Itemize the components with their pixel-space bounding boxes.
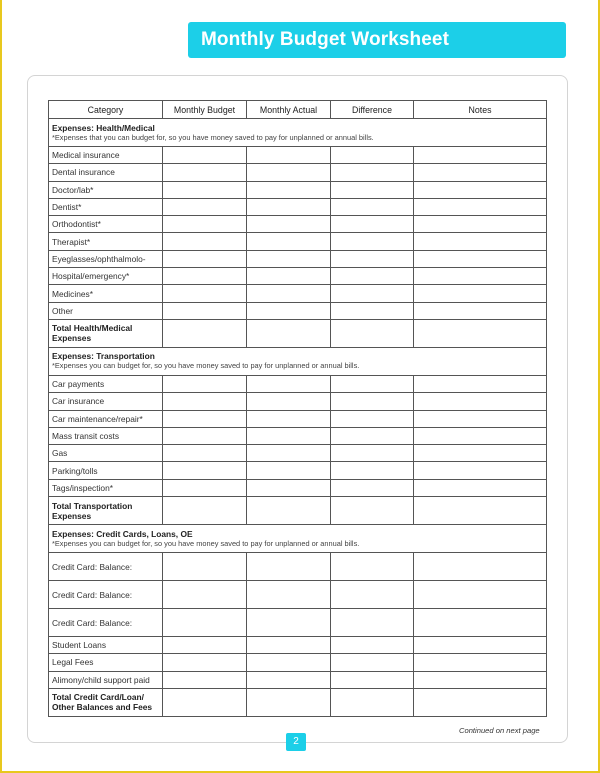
section-header	[49, 119, 547, 147]
monthly-actual-cell[interactable]	[247, 479, 331, 496]
monthly-actual-cell[interactable]	[247, 497, 331, 525]
monthly-budget-cell[interactable]	[163, 375, 247, 392]
table-row	[49, 302, 547, 319]
difference-cell[interactable]	[331, 581, 414, 609]
category-label: Credit Card: Balance:	[49, 553, 163, 581]
section-note: *Expenses you can budget for, so you have money saved to pay for unplanned or annual bills.	[52, 538, 360, 548]
section-header	[49, 525, 547, 553]
monthly-budget-cell[interactable]	[163, 553, 247, 581]
total-label: Total Transportation Expenses	[49, 497, 163, 525]
page-title: Monthly Budget Worksheet	[188, 22, 566, 58]
difference-cell[interactable]	[331, 198, 414, 215]
total-row	[49, 497, 547, 525]
category-label: Therapist*	[49, 233, 163, 250]
total-label: Total Health/Medical Expenses	[49, 319, 163, 347]
notes-cell[interactable]	[414, 479, 547, 496]
category-label: Medicines*	[49, 285, 163, 302]
table-row	[49, 671, 547, 688]
notes-cell[interactable]	[414, 198, 547, 215]
monthly-actual-cell[interactable]	[247, 609, 331, 637]
table-row	[49, 581, 547, 609]
difference-cell[interactable]	[331, 319, 414, 347]
category-label: Doctor/lab*	[49, 181, 163, 198]
column-header-notes: Notes	[414, 101, 547, 119]
difference-cell[interactable]	[331, 302, 414, 319]
table-row	[49, 462, 547, 479]
section-title: Expenses: Credit Cards, Loans, OE	[52, 528, 193, 539]
monthly-actual-cell[interactable]	[247, 198, 331, 215]
monthly-actual-cell[interactable]	[247, 637, 331, 654]
monthly-budget-cell[interactable]	[163, 609, 247, 637]
notes-cell[interactable]	[414, 654, 547, 671]
table-row	[49, 553, 547, 581]
difference-cell[interactable]	[331, 268, 414, 285]
section-note: *Expenses you can budget for, so you have money saved to pay for unplanned or annual bills.	[52, 361, 360, 371]
monthly-budget-cell[interactable]	[163, 164, 247, 181]
difference-cell[interactable]	[331, 250, 414, 267]
notes-cell[interactable]	[414, 637, 547, 654]
continued-note: Continued on next page	[459, 726, 540, 735]
category-label: Car maintenance/repair*	[49, 410, 163, 427]
monthly-actual-cell[interactable]	[247, 319, 331, 347]
monthly-actual-cell[interactable]	[247, 462, 331, 479]
difference-cell[interactable]	[331, 147, 414, 164]
notes-cell[interactable]	[414, 233, 547, 250]
notes-cell[interactable]	[414, 427, 547, 444]
monthly-budget-cell[interactable]	[163, 285, 247, 302]
section-title: Expenses: Health/Medical	[52, 122, 155, 133]
monthly-actual-cell[interactable]	[247, 181, 331, 198]
table-row	[49, 654, 547, 671]
column-header-monthly-budget: Monthly Budget	[163, 101, 247, 119]
difference-cell[interactable]	[331, 497, 414, 525]
total-label: Total Credit Card/Loan/ Other Balances and Fees	[49, 688, 163, 716]
category-label: Orthodontist*	[49, 216, 163, 233]
monthly-budget-cell[interactable]	[163, 637, 247, 654]
table-row	[49, 268, 547, 285]
table-row	[49, 164, 547, 181]
difference-cell[interactable]	[331, 462, 414, 479]
monthly-budget-cell[interactable]	[163, 268, 247, 285]
difference-cell[interactable]	[331, 445, 414, 462]
total-row	[49, 688, 547, 716]
category-label: Mass transit costs	[49, 427, 163, 444]
category-label: Credit Card: Balance:	[49, 609, 163, 637]
category-label: Gas	[49, 445, 163, 462]
notes-cell[interactable]	[414, 671, 547, 688]
notes-cell[interactable]	[414, 285, 547, 302]
category-label: Dentist*	[49, 198, 163, 215]
category-label: Tags/inspection*	[49, 479, 163, 496]
notes-cell[interactable]	[414, 268, 547, 285]
category-label: Alimony/child support paid	[49, 671, 163, 688]
notes-cell[interactable]	[414, 375, 547, 392]
table-row	[49, 410, 547, 427]
monthly-actual-cell[interactable]	[247, 302, 331, 319]
notes-cell[interactable]	[414, 250, 547, 267]
header-row	[49, 101, 547, 119]
monthly-actual-cell[interactable]	[247, 671, 331, 688]
monthly-budget-cell[interactable]	[163, 198, 247, 215]
table-row	[49, 147, 547, 164]
monthly-budget-cell[interactable]	[163, 445, 247, 462]
monthly-budget-cell[interactable]	[163, 250, 247, 267]
category-label: Car insurance	[49, 393, 163, 410]
difference-cell[interactable]	[331, 164, 414, 181]
category-label: Dental insurance	[49, 164, 163, 181]
monthly-actual-cell[interactable]	[247, 393, 331, 410]
page-number-badge: 2	[286, 733, 306, 751]
difference-cell[interactable]	[331, 285, 414, 302]
monthly-budget-cell[interactable]	[163, 462, 247, 479]
notes-cell[interactable]	[414, 497, 547, 525]
section-header	[49, 347, 547, 375]
difference-cell[interactable]	[331, 553, 414, 581]
table-row	[49, 609, 547, 637]
notes-cell[interactable]	[414, 393, 547, 410]
notes-cell[interactable]	[414, 445, 547, 462]
difference-cell[interactable]	[331, 233, 414, 250]
notes-cell[interactable]	[414, 216, 547, 233]
table-row	[49, 250, 547, 267]
table-row	[49, 445, 547, 462]
total-row	[49, 319, 547, 347]
difference-cell[interactable]	[331, 654, 414, 671]
notes-cell[interactable]	[414, 581, 547, 609]
section-title: Expenses: Transportation	[52, 351, 155, 362]
monthly-actual-cell[interactable]	[247, 250, 331, 267]
difference-cell[interactable]	[331, 637, 414, 654]
section-header-row	[49, 119, 547, 147]
monthly-budget-cell[interactable]	[163, 497, 247, 525]
section-header-row	[49, 525, 547, 553]
difference-cell[interactable]	[331, 375, 414, 392]
monthly-actual-cell[interactable]	[247, 375, 331, 392]
difference-cell[interactable]	[331, 393, 414, 410]
monthly-budget-cell[interactable]	[163, 671, 247, 688]
difference-cell[interactable]	[331, 181, 414, 198]
monthly-actual-cell[interactable]	[247, 410, 331, 427]
monthly-budget-cell[interactable]	[163, 654, 247, 671]
difference-cell[interactable]	[331, 479, 414, 496]
monthly-actual-cell[interactable]	[247, 427, 331, 444]
monthly-actual-cell[interactable]	[247, 445, 331, 462]
category-label: Hospital/emergency*	[49, 268, 163, 285]
monthly-actual-cell[interactable]	[247, 164, 331, 181]
notes-cell[interactable]	[414, 410, 547, 427]
category-label: Car payments	[49, 375, 163, 392]
category-label: Other	[49, 302, 163, 319]
notes-cell[interactable]	[414, 181, 547, 198]
column-header-category: Category	[49, 101, 163, 119]
monthly-actual-cell[interactable]	[247, 581, 331, 609]
difference-cell[interactable]	[331, 216, 414, 233]
table-row	[49, 198, 547, 215]
category-label: Parking/tolls	[49, 462, 163, 479]
monthly-budget-cell[interactable]	[163, 147, 247, 164]
category-label: Eyeglasses/ophthalmolo-	[49, 250, 163, 267]
table-row	[49, 393, 547, 410]
table-row	[49, 375, 547, 392]
monthly-actual-cell[interactable]	[247, 285, 331, 302]
monthly-budget-cell[interactable]	[163, 319, 247, 347]
notes-cell[interactable]	[414, 553, 547, 581]
monthly-budget-cell[interactable]	[163, 427, 247, 444]
table-row	[49, 285, 547, 302]
category-label: Student Loans	[49, 637, 163, 654]
monthly-actual-cell[interactable]	[247, 654, 331, 671]
notes-cell[interactable]	[414, 609, 547, 637]
budget-table	[48, 100, 547, 717]
monthly-budget-cell[interactable]	[163, 233, 247, 250]
category-label: Medical insurance	[49, 147, 163, 164]
notes-cell[interactable]	[414, 688, 547, 716]
table-body	[49, 119, 547, 717]
section-header-row	[49, 347, 547, 375]
notes-cell[interactable]	[414, 319, 547, 347]
notes-cell[interactable]	[414, 462, 547, 479]
monthly-budget-cell[interactable]	[163, 688, 247, 716]
notes-cell[interactable]	[414, 164, 547, 181]
difference-cell[interactable]	[331, 609, 414, 637]
difference-cell[interactable]	[331, 671, 414, 688]
section-note: *Expenses that you can budget for, so you have money saved to pay for unplanned or annual bills.	[52, 132, 374, 142]
monthly-actual-cell[interactable]	[247, 233, 331, 250]
monthly-budget-cell[interactable]	[163, 216, 247, 233]
monthly-budget-cell[interactable]	[163, 479, 247, 496]
category-label: Credit Card: Balance:	[49, 581, 163, 609]
monthly-budget-cell[interactable]	[163, 181, 247, 198]
monthly-budget-cell[interactable]	[163, 581, 247, 609]
notes-cell[interactable]	[414, 147, 547, 164]
monthly-actual-cell[interactable]	[247, 553, 331, 581]
table-row	[49, 479, 547, 496]
table-row	[49, 216, 547, 233]
monthly-actual-cell[interactable]	[247, 147, 331, 164]
monthly-budget-cell[interactable]	[163, 393, 247, 410]
category-label: Legal Fees	[49, 654, 163, 671]
monthly-budget-cell[interactable]	[163, 410, 247, 427]
column-header-monthly-actual: Monthly Actual	[247, 101, 331, 119]
monthly-budget-cell[interactable]	[163, 302, 247, 319]
monthly-actual-cell[interactable]	[247, 688, 331, 716]
table-row	[49, 637, 547, 654]
table-row	[49, 427, 547, 444]
notes-cell[interactable]	[414, 302, 547, 319]
monthly-actual-cell[interactable]	[247, 268, 331, 285]
difference-cell[interactable]	[331, 688, 414, 716]
column-header-difference: Difference	[331, 101, 414, 119]
table-row	[49, 233, 547, 250]
difference-cell[interactable]	[331, 410, 414, 427]
difference-cell[interactable]	[331, 427, 414, 444]
monthly-actual-cell[interactable]	[247, 216, 331, 233]
table-row	[49, 181, 547, 198]
